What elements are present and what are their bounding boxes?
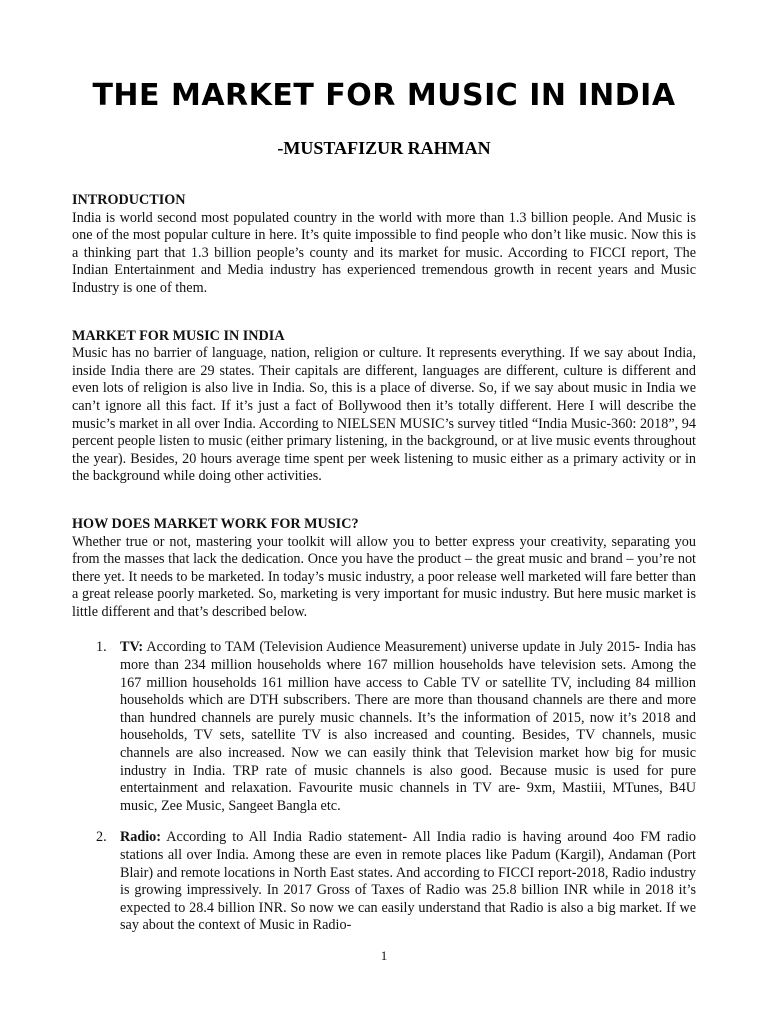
list-item-text: According to All India Radio statement- All India radio is having around 4oo FM radio stations all over India. Among these are even in remote places like Padum (Kargil), Andaman (Port Blair) and remote locations in North East states. And according to FICCI report-2018, Radio industry is growing impressively. In 2017 Gross of Taxes of Radio was 25.8 billion INR while in 2018 it’s expected to 28.4 billion INR. So now we can easily understand that Radio is also a big market. If we say about the context of Music in Radio- bbox=[120, 829, 696, 934]
list-item-text: According to TAM (Television Audience Measurement) universe update in July 2015- India has more than 234 million households where 167 million households have television sets. Among the 167 million households 161 million have access to Cable TV or satellite TV, including 84 million households which are DTH subscribers. There are more than thousand channels are there and more than hundred channels are purely music channels. It’s the information of 2015, now it’s 2018 and households, TV sets, satellite TV is also increased and counting. Besides, TV channels, music channels are also increased. Now we can easily think that Television market how big for music industry in India. TRP rate of music channels is also good. Because music is used for pure entertainment and relaxation. Favourite music channels in TV are- 9xm, Mastiii, MTunes, B4U music, Zee Music, Sangeet Bangla etc. bbox=[120, 639, 696, 814]
page-number: 1 bbox=[380, 948, 388, 963]
section-introduction bbox=[72, 192, 696, 298]
section-heading: MARKET FOR MUSIC IN INDIA bbox=[72, 327, 285, 344]
numbered-list bbox=[72, 639, 696, 935]
list-number: 2. bbox=[96, 829, 107, 846]
section-heading: HOW DOES MARKET WORK FOR MUSIC? bbox=[72, 515, 359, 532]
section-paragraph: India is world second most populated country in the world with more than 1.3 billion people. And Music is one of the most popular culture in here. It’s quite impossible to find people who don’t like music. Now this is a thinking part that 1.3 billion people’s county and its market for music. According to FICCI report, The Indian Entertainment and Media industry has experienced tremendous growth in recent years and Music Industry is one of them. bbox=[72, 209, 696, 296]
section-heading: INTRODUCTION bbox=[72, 192, 186, 208]
list-item-lead: TV: bbox=[120, 639, 144, 656]
section-how-market-works bbox=[72, 516, 696, 622]
document-title: THE MARKET FOR MUSIC IN INDIA bbox=[92, 78, 676, 113]
section-paragraph: Whether true or not, mastering your toolkit will allow you to better express your creativity, separating you from the masses that lack the dedication. Once you have the product – the great music and brand – you’re not there yet. It needs to be marketed. In today’s music industry, a poor release well marketed will fare better than a great release poorly marketed. So, marketing is very important for music industry. But here music market is little different and that’s described below. bbox=[72, 533, 696, 620]
list-item-lead: Radio: bbox=[120, 829, 161, 846]
list-number: 1. bbox=[96, 639, 107, 656]
list-item-tv bbox=[72, 639, 696, 815]
list-item-radio bbox=[72, 829, 696, 935]
section-market-for-music bbox=[72, 328, 696, 486]
document-body bbox=[72, 192, 696, 949]
section-paragraph: Music has no barrier of language, nation, religion or culture. It represents everything. If we say about India, inside India there are 29 states. Their capitals are different, languages are different, culture is different and even lots of religion is also live in India. So, this is a place of diverse. So, if we say about music in India we can’t ignore all this fact. If it’s just a fact of Bollywood then it’s totally different. Here I will describe the music’s market in all over India. According to NIELSEN MUSIC’s survey titled “India Music-360: 2018”, 94 percent people listen to music (either primary listening, in the background, or at live music events throughout the year). Besides, 20 hours average time spent per week listening to music either as a primary activity or in the background while doing other activities. bbox=[72, 345, 696, 485]
document-author: -MUSTAFIZUR RAHMAN bbox=[277, 138, 491, 158]
